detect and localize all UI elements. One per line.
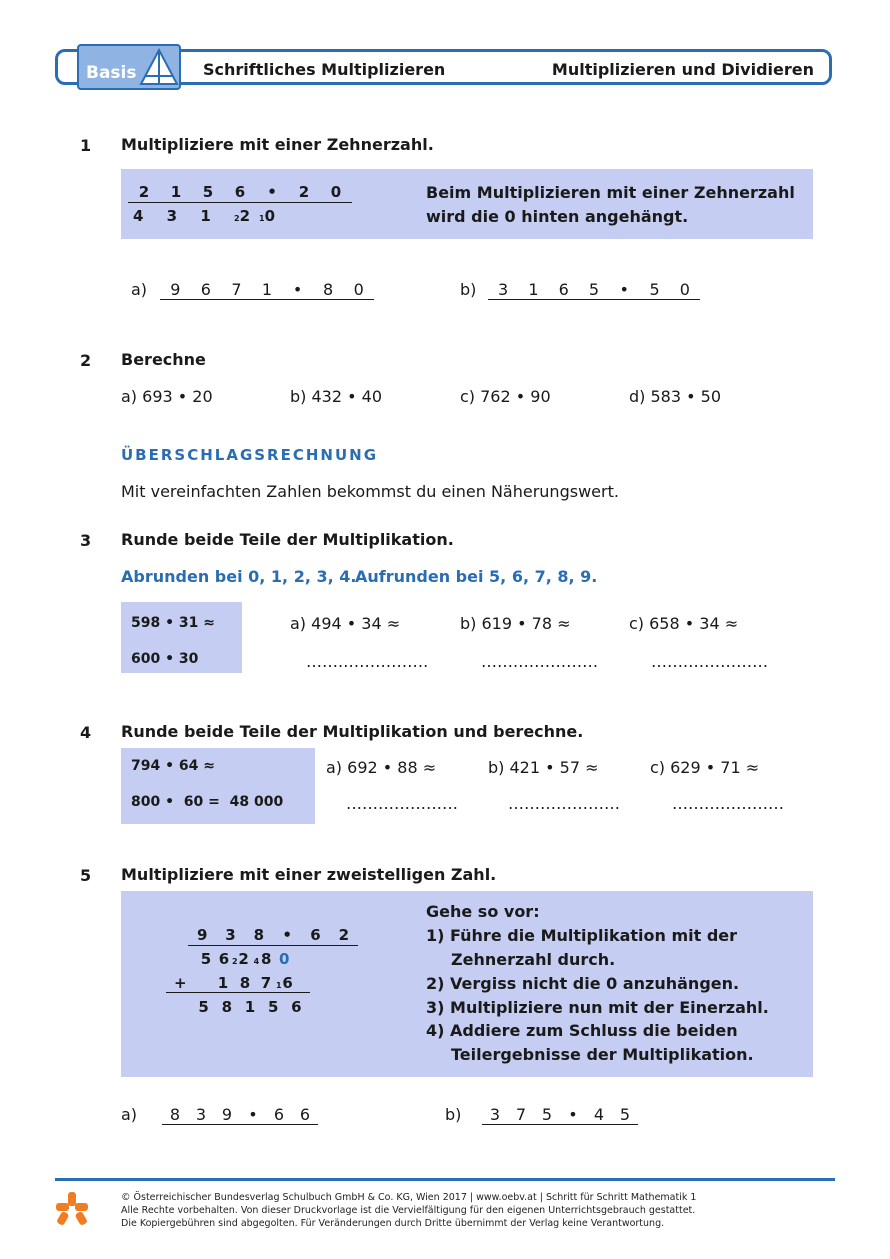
task3-title: Runde beide Teile der Multiplikation. [121, 530, 454, 549]
task1-b-label: b) [460, 280, 477, 299]
task5-a-digit: 9 [221, 1105, 233, 1124]
task5-row1-digit: 9 [196, 926, 208, 944]
task1-a-digit: • [292, 280, 303, 299]
task1-note-line2: wird die 0 hinten angehängt. [426, 207, 689, 226]
task3-rule-down: Abrunden bei 0, 1, 2, 3, 4. [121, 567, 357, 586]
task1-a-digit: 9 [170, 280, 181, 299]
task4-answer-line-a: ………………… [346, 794, 458, 813]
task5-steps-intro: Gehe so vor: [426, 902, 540, 921]
task5-row4-digit: 5 [267, 998, 279, 1016]
task3-item-a: a) 494 • 34 ≈ [290, 614, 401, 633]
task1-a-digit: 1 [261, 280, 273, 299]
task1-example-line2: 4 3 1 2210 [133, 207, 285, 225]
task5-row4-digit: 5 [198, 998, 209, 1016]
ueberschlag-heading: ÜBERSCHLAGSRECHNUNG [121, 446, 379, 464]
header-right-title: Multiplizieren und Dividieren [551, 60, 814, 79]
task5-b-digit: 5 [541, 1105, 553, 1124]
task5-number: 5 [80, 866, 92, 885]
task1-b-digit: • [619, 280, 629, 299]
task5-step1a: 1) Führe die Multiplikation mit der [426, 926, 738, 945]
task1-example-digit: 5 [202, 183, 214, 201]
task3-answer-line-a: …….……………. [306, 652, 429, 671]
task1-a-label: a) [131, 280, 148, 299]
task2-item-b: b) 432 • 40 [290, 387, 382, 406]
footer-line3: Die Kopiergebühren sind abgegolten. Für Veränderungen durch Dritte übernimmt der Verlag keine Verantwortung. [121, 1218, 665, 1229]
task1-b-problem [488, 280, 700, 300]
task5-step1b: Zehnerzahl durch. [451, 950, 616, 969]
task3-answer-line-c: …….…………… [651, 652, 769, 671]
task1-note-line1: Beim Multiplizieren mit einer Zehnerzahl [426, 183, 795, 202]
task5-row1-digit: 2 [338, 926, 350, 944]
footer-line2: Alle Rechte vorbehalten. Von dieser Druckvorlage ist die Vervielfältigung für den eigenen Unterrichtsgebrauch gestattet. [121, 1205, 696, 1216]
task5-step2: 2) Vergiss nicht die 0 anzuhängen. [426, 974, 740, 993]
task3-number: 3 [80, 531, 92, 550]
task4-answer-line-b: ………………… [508, 794, 620, 813]
task5-row1-digit: 3 [225, 926, 236, 944]
task4-example-line1: 794 • 64 ≈ [131, 758, 216, 774]
task5-a-digit: 6 [299, 1105, 311, 1124]
task5-b-digit: • [568, 1105, 578, 1124]
task3-example-line2: 600 • 30 [131, 651, 199, 667]
task4-title: Runde beide Teile der Multiplikation und berechne. [121, 722, 584, 741]
task3-example-line1: 598 • 31 ≈ [131, 615, 216, 631]
task3-item-c: c) 658 • 34 ≈ [629, 614, 739, 633]
task5-row1-digit: 6 [310, 926, 321, 944]
task3-item-b: b) 619 • 78 ≈ [460, 614, 571, 633]
task5-b-digit: 7 [515, 1105, 527, 1124]
task5-calc-row1 [188, 926, 358, 946]
task5-b-digit: 3 [489, 1105, 501, 1124]
task5-b-digit: 5 [619, 1105, 631, 1124]
task4-item-c: c) 629 • 71 ≈ [650, 758, 760, 777]
task5-calc-row2: 5 6 22 4 8 0 [200, 950, 290, 968]
task1-example-digit: 1 [170, 183, 182, 201]
task1-b-digit: 0 [679, 280, 690, 299]
task1-example-digit: 6 [234, 183, 246, 201]
task5-step4a: 4) Addiere zum Schluss die beiden [426, 1021, 738, 1040]
task1-a-digit: 8 [323, 280, 334, 299]
task1-b-digit: 5 [649, 280, 660, 299]
task5-a-digit: 3 [195, 1105, 207, 1124]
task5-row4-digit: 6 [291, 998, 302, 1016]
task5-row4-digit: 1 [244, 998, 256, 1016]
task1-a-digit: 6 [200, 280, 211, 299]
task1-example-box [121, 169, 813, 239]
task1-title: Multipliziere mit einer Zehnerzahl. [121, 135, 434, 154]
task3-answer-line-b: …….…………… [481, 652, 599, 671]
task1-example-digit: 0 [330, 183, 342, 201]
task2-item-d: d) 583 • 50 [629, 387, 721, 406]
task5-step3: 3) Multipliziere nun mit der Einerzahl. [426, 998, 769, 1017]
task5-a-label: a) [121, 1105, 138, 1124]
task1-example-line1 [128, 183, 352, 203]
logo-text: Basis [86, 63, 137, 83]
task5-a-digit: 8 [169, 1105, 181, 1124]
task5-step4b: Teilergebnisse der Multiplikation. [451, 1045, 754, 1064]
task2-title: Berechne [121, 350, 206, 369]
task1-a-digit: 0 [353, 280, 364, 299]
task2-item-c: c) 762 • 90 [460, 387, 551, 406]
task4-item-b: b) 421 • 57 ≈ [488, 758, 599, 777]
task4-example-line2: 800 • 60 = 48 000 [131, 794, 284, 810]
task5-b-digit: 4 [593, 1105, 605, 1124]
task5-title: Multipliziere mit einer zweistelligen Zahl. [121, 865, 497, 884]
task4-answer-line-c: ………………… [672, 794, 784, 813]
task1-example-digit: • [267, 183, 277, 201]
task1-a-problem [160, 280, 374, 300]
task1-b-digit: 1 [528, 280, 539, 299]
task5-calc-row4 [192, 998, 308, 1016]
task1-number: 1 [80, 136, 92, 155]
task5-row1-digit: 8 [253, 926, 265, 944]
footer-divider [55, 1178, 835, 1181]
task1-b-digit: 5 [588, 280, 600, 299]
task5-a-digit: 6 [273, 1105, 285, 1124]
task4-number: 4 [80, 723, 92, 742]
task2-item-a: a) 693 • 20 [121, 387, 213, 406]
task5-calc-row3: 1 8 7 16 [217, 974, 293, 992]
task4-item-a: a) 692 • 88 ≈ [326, 758, 437, 777]
task5-a-digit: • [248, 1105, 258, 1124]
task1-example-digit: 2 [298, 183, 310, 201]
task1-example-digit: 2 [138, 183, 150, 201]
task5-b-problem [482, 1105, 638, 1125]
task1-b-digit: 3 [498, 280, 509, 299]
task5-b-label: b) [445, 1105, 462, 1124]
header-left-title: Schriftliches Multiplizieren [203, 60, 446, 79]
task1-b-digit: 6 [558, 280, 569, 299]
task3-rule-up: Aufrunden bei 5, 6, 7, 8, 9. [355, 567, 598, 586]
task5-a-problem [162, 1105, 318, 1125]
task5-row1-digit: • [282, 926, 292, 944]
task2-number: 2 [80, 351, 92, 370]
task5-row4-digit: 8 [221, 998, 232, 1016]
task5-calc-plus: + [174, 974, 187, 992]
ueberschlag-text: Mit vereinfachten Zahlen bekommst du einen Näherungswert. [121, 482, 619, 501]
footer-line1: © Österreichischer Bundesverlag Schulbuch GmbH & Co. KG, Wien 2017 | www.oebv.at | Schritt für Schritt Mathematik 1 [121, 1192, 697, 1203]
publisher-logo-icon [54, 1190, 90, 1226]
task1-a-digit: 7 [231, 280, 242, 299]
